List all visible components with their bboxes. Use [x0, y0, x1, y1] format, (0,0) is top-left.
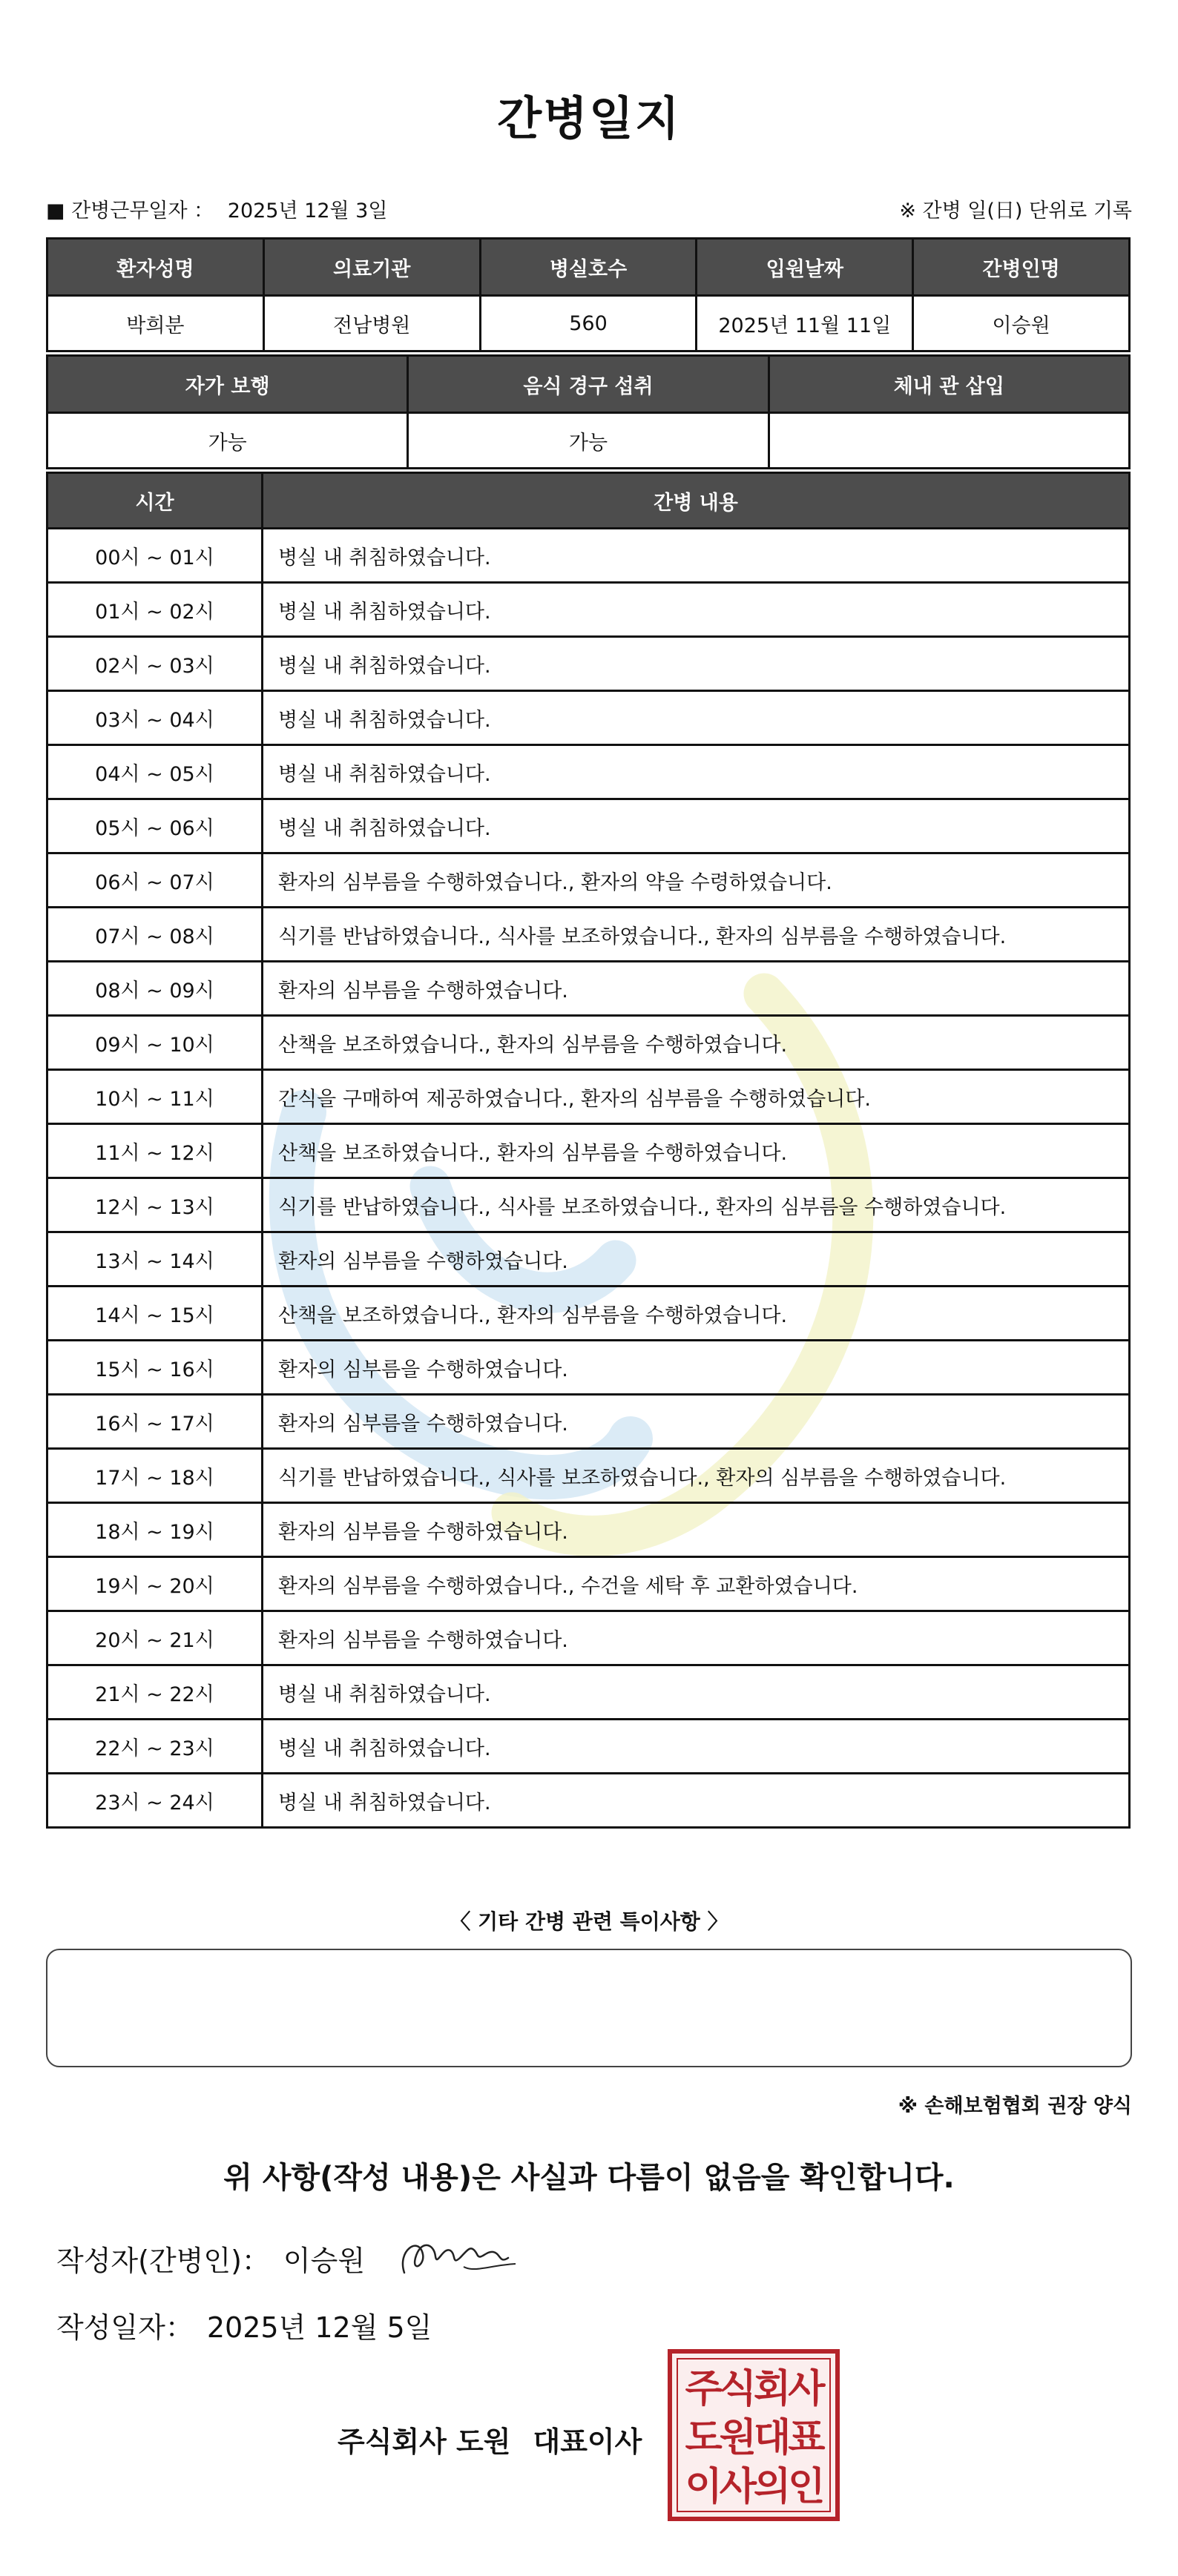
header-caregiver-name: 간병인명 — [913, 239, 1130, 296]
written-date-label: 작성일자： — [56, 2311, 194, 2344]
time-cell: 11시 ~ 12시 — [47, 1124, 263, 1178]
confirmation-statement: 위 사항(작성 내용)은 사실과 다름이 없음을 확인합니다. — [223, 2161, 955, 2195]
ceo-title: 대표이사 — [533, 2425, 642, 2458]
table-row — [47, 1016, 1130, 1070]
content-cell: 식기를 반납하였습니다., 식사를 보조하였습니다., 환자의 심부름을 수행하였습니다. — [263, 1449, 1130, 1503]
table-row — [47, 1124, 1130, 1178]
company-line — [338, 2419, 642, 2460]
table-row — [47, 529, 1130, 583]
admission-date: 2025년 11월 11일 — [697, 296, 913, 351]
caregiver-name: 이승원 — [913, 296, 1130, 351]
remarks-title: 〈 기타 간병 관련 특이사항 〉 — [450, 1909, 728, 1934]
table-row — [47, 1611, 1130, 1665]
table-row — [47, 1395, 1130, 1449]
time-cell: 03시 ~ 04시 — [47, 691, 263, 745]
time-cell: 15시 ~ 16시 — [47, 1341, 263, 1395]
content-cell: 병실 내 취침하였습니다. — [263, 637, 1130, 691]
content-cell: 식기를 반납하였습니다., 식사를 보조하였습니다., 환자의 심부름을 수행하였습니다. — [263, 1178, 1130, 1232]
content-cell: 환자의 심부름을 수행하였습니다. — [263, 1503, 1130, 1557]
tube-insertion-value — [769, 413, 1129, 469]
content-cell: 환자의 심부름을 수행하였습니다. — [263, 1232, 1130, 1287]
work-date — [46, 194, 387, 223]
time-cell: 01시 ~ 02시 — [47, 583, 263, 637]
content-cell: 병실 내 취침하였습니다. — [263, 1720, 1130, 1774]
table-row — [47, 799, 1130, 853]
written-date-line — [56, 2305, 432, 2345]
patient-status-table — [46, 354, 1131, 469]
time-cell: 21시 ~ 22시 — [47, 1665, 263, 1720]
table-row — [47, 1287, 1130, 1341]
table-row — [47, 1720, 1130, 1774]
time-cell: 00시 ~ 01시 — [47, 529, 263, 583]
work-date-value: 2025년 12월 3일 — [227, 199, 388, 222]
table-row — [47, 1178, 1130, 1232]
seal-line-2: 도원대표 — [685, 2416, 823, 2460]
content-cell: 환자의 심부름을 수행하였습니다. — [263, 1611, 1130, 1665]
header-self-walking: 자가 보행 — [47, 356, 408, 413]
room-number: 560 — [480, 296, 697, 351]
table-row — [47, 1449, 1130, 1503]
writer-name: 이승원 — [283, 2245, 366, 2277]
content-cell: 식기를 반납하였습니다., 식사를 보조하였습니다., 환자의 심부름을 수행하였습니다. — [263, 908, 1130, 962]
time-cell: 16시 ~ 17시 — [47, 1395, 263, 1449]
header-tube-insertion: 체내 관 삽입 — [769, 356, 1129, 413]
header-hospital: 의료기관 — [263, 239, 480, 296]
table-row — [47, 745, 1130, 799]
content-cell: 환자의 심부름을 수행하였습니다. — [263, 1341, 1130, 1395]
table-row — [47, 1070, 1130, 1124]
signature-icon — [389, 2221, 523, 2288]
header-time: 시간 — [47, 473, 263, 529]
time-cell: 05시 ~ 06시 — [47, 799, 263, 853]
content-cell: 병실 내 취침하였습니다. — [263, 583, 1130, 637]
table-row — [47, 1341, 1130, 1395]
company-seal — [668, 2349, 840, 2521]
time-cell: 02시 ~ 03시 — [47, 637, 263, 691]
time-cell: 19시 ~ 20시 — [47, 1557, 263, 1611]
content-cell: 환자의 심부름을 수행하였습니다. — [263, 962, 1130, 1016]
content-cell: 병실 내 취침하였습니다. — [263, 691, 1130, 745]
time-cell: 14시 ~ 15시 — [47, 1287, 263, 1341]
self-walking-value: 가능 — [47, 413, 408, 469]
patient-info-table — [46, 237, 1131, 352]
patient-name: 박희분 — [47, 296, 264, 351]
content-cell: 병실 내 취침하였습니다. — [263, 799, 1130, 853]
time-cell: 13시 ~ 14시 — [47, 1232, 263, 1287]
table-row — [47, 1557, 1130, 1611]
table-row — [47, 1665, 1130, 1720]
table-row — [47, 962, 1130, 1016]
time-cell: 17시 ~ 18시 — [47, 1449, 263, 1503]
document-title: 간병일지 — [497, 91, 681, 145]
content-cell: 산책을 보조하였습니다., 환자의 심부름을 수행하였습니다. — [263, 1124, 1130, 1178]
time-cell: 06시 ~ 07시 — [47, 853, 263, 908]
content-cell: 병실 내 취침하였습니다. — [263, 745, 1130, 799]
table-row — [47, 1503, 1130, 1557]
writer-line — [56, 2238, 365, 2279]
time-cell: 18시 ~ 19시 — [47, 1503, 263, 1557]
time-cell: 12시 ~ 13시 — [47, 1178, 263, 1232]
content-cell: 환자의 심부름을 수행하였습니다., 환자의 약을 수령하였습니다. — [263, 853, 1130, 908]
table-row — [47, 908, 1130, 962]
content-cell: 간식을 구매하여 제공하였습니다., 환자의 심부름을 수행하였습니다. — [263, 1070, 1130, 1124]
table-row — [47, 583, 1130, 637]
hospital: 전남병원 — [263, 296, 480, 351]
content-cell: 병실 내 취침하였습니다. — [263, 1665, 1130, 1720]
unit-note: ※ 간병 일(日) 단위로 기록 — [899, 199, 1132, 222]
table-row — [47, 853, 1130, 908]
form-note: ※ 손해보험협회 권장 양식 — [898, 2095, 1132, 2118]
content-cell: 환자의 심부름을 수행하였습니다., 수건을 세탁 후 교환하였습니다. — [263, 1557, 1130, 1611]
time-cell: 20시 ~ 21시 — [47, 1611, 263, 1665]
writer-label: 작성자(간병인)： — [56, 2245, 270, 2277]
header-oral-intake: 음식 경구 섭취 — [408, 356, 769, 413]
seal-line-3: 이사의인 — [685, 2465, 823, 2509]
header-room-number: 병실호수 — [480, 239, 697, 296]
care-log-table — [46, 472, 1131, 1829]
content-cell: 환자의 심부름을 수행하였습니다. — [263, 1395, 1130, 1449]
care-log-body — [47, 529, 1130, 1828]
company-name: 주식회사 도원 — [338, 2425, 511, 2458]
written-date-value: 2025년 12월 5일 — [206, 2311, 432, 2344]
time-cell: 23시 ~ 24시 — [47, 1774, 263, 1828]
header-patient-name: 환자성명 — [47, 239, 264, 296]
time-cell: 09시 ~ 10시 — [47, 1016, 263, 1070]
content-cell: 병실 내 취침하였습니다. — [263, 529, 1130, 583]
remarks-box — [46, 1949, 1132, 2067]
time-cell: 10시 ~ 11시 — [47, 1070, 263, 1124]
time-cell: 08시 ~ 09시 — [47, 962, 263, 1016]
oral-intake-value: 가능 — [408, 413, 769, 469]
table-row — [47, 1232, 1130, 1287]
time-cell: 07시 ~ 08시 — [47, 908, 263, 962]
header-care-content: 간병 내용 — [263, 473, 1130, 529]
header-admission-date: 입원날짜 — [697, 239, 913, 296]
table-row — [47, 691, 1130, 745]
content-cell: 산책을 보조하였습니다., 환자의 심부름을 수행하였습니다. — [263, 1287, 1130, 1341]
work-date-label: ■ 간병근무일자 ： — [46, 199, 214, 222]
content-cell: 산책을 보조하였습니다., 환자의 심부름을 수행하였습니다. — [263, 1016, 1130, 1070]
time-cell: 04시 ~ 05시 — [47, 745, 263, 799]
content-cell: 병실 내 취침하였습니다. — [263, 1774, 1130, 1828]
time-cell: 22시 ~ 23시 — [47, 1720, 263, 1774]
seal-line-1: 주식회사 — [685, 2367, 823, 2411]
table-row — [47, 637, 1130, 691]
table-row — [47, 1774, 1130, 1828]
